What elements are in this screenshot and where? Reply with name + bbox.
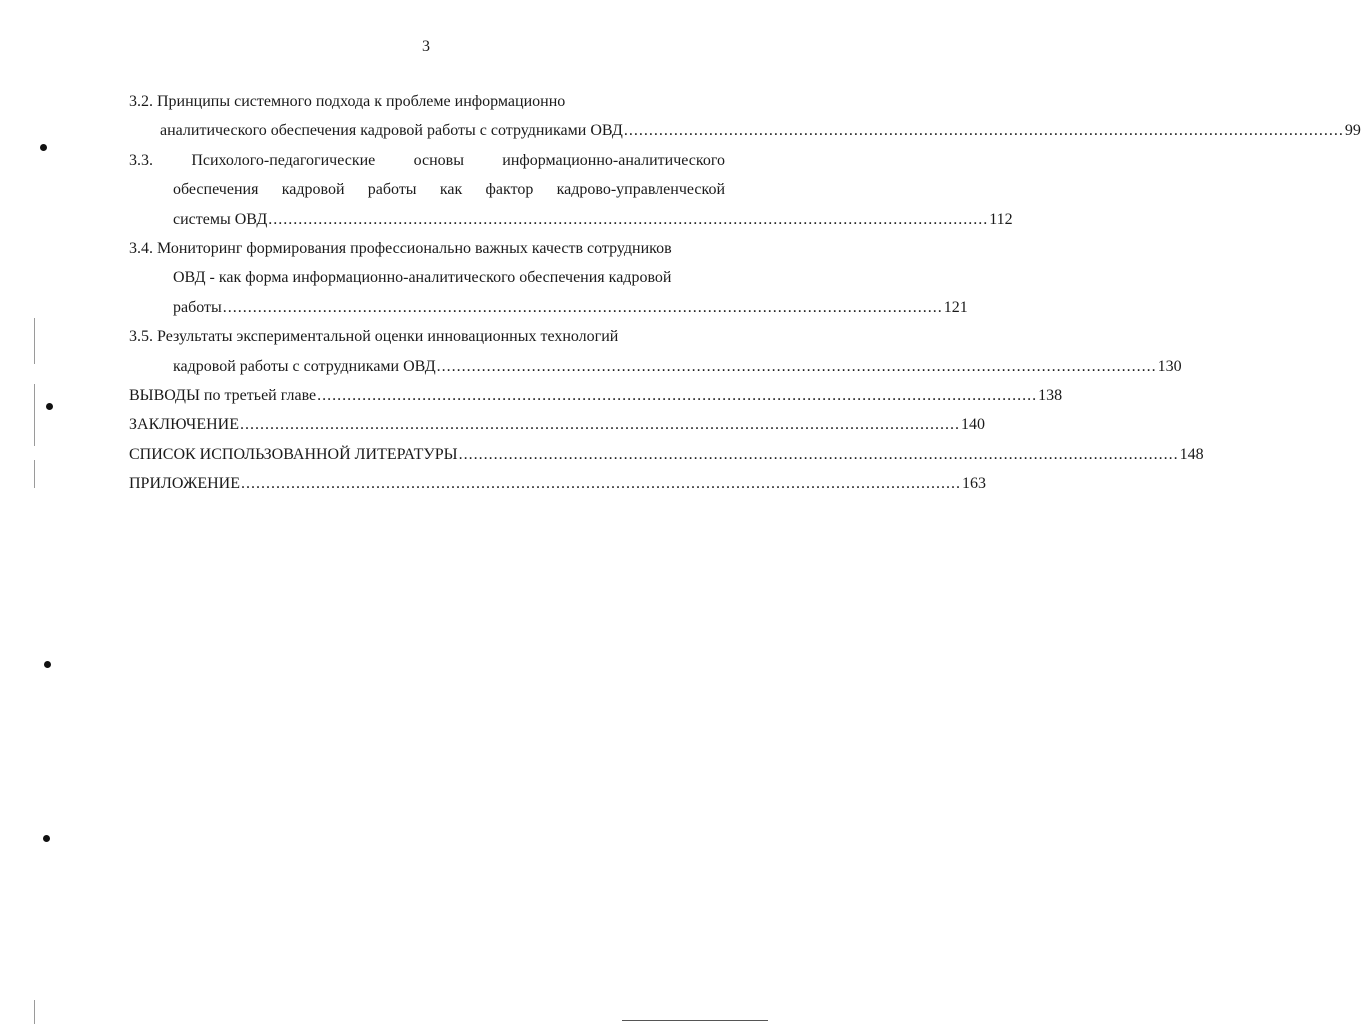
toc-entry-text: СПИСОК ИСПОЛЬЗОВАННОЙ ЛИТЕРАТУРЫ — [129, 445, 458, 463]
toc-entry-text: ЗАКЛЮЧЕНИЕ — [129, 416, 239, 434]
toc-entry-word: кадровой — [281, 181, 345, 199]
toc-entry-3-3-line-1 — [129, 146, 725, 175]
toc-entry-text: ВЫВОДЫ по третьей главе — [129, 387, 317, 405]
toc-page-number: 163 — [962, 475, 987, 493]
toc-entry-3-5-line-1 — [129, 322, 725, 351]
scan-margin-line — [34, 1000, 35, 1024]
toc-entry-text: 3.2. Принципы системного подхода к проблеме информационно — [129, 93, 566, 110]
binder-hole-mark — [40, 144, 47, 151]
toc-entry-text: работы — [173, 298, 222, 316]
dot-leader: ................................................................................................................................................ — [241, 475, 962, 493]
dot-leader: ................................................................................................................................................ — [458, 445, 1179, 463]
toc-page-number: 148 — [1179, 445, 1204, 463]
toc-entry-3-4-line-2 — [129, 263, 725, 292]
binder-hole-mark — [43, 835, 50, 842]
toc-entry-word: фактор — [485, 181, 534, 199]
toc-entry-text: аналитического обеспечения кадровой работы с сотрудниками ОВД — [160, 122, 623, 140]
scan-margin-line — [34, 384, 35, 446]
dot-leader: ................................................................................................................................................ — [239, 416, 960, 434]
toc-entry-text: кадровой работы с сотрудниками ОВД — [173, 357, 436, 375]
toc-entry-appendix — [129, 469, 987, 498]
toc-entry-3-4-line-3 — [129, 293, 968, 322]
dot-leader: ................................................................................................................................................ — [436, 357, 1157, 375]
dot-leader: ................................................................................................................................................ — [222, 298, 943, 316]
toc-entry-conclusion — [129, 410, 985, 439]
dot-leader: ................................................................................................................................................ — [317, 387, 1038, 405]
toc-entry-number: 3.3. — [129, 151, 153, 169]
table-of-contents — [129, 87, 1361, 499]
dot-leader: ................................................................................................................................................ — [623, 122, 1344, 140]
toc-entry-word: основы — [413, 151, 464, 169]
toc-entry-conclusions — [129, 381, 1063, 410]
dot-leader: ................................................................................................................................................ — [268, 210, 989, 228]
toc-entry-text: 3.5. Результаты экспериментальной оценки инновационных технологий — [129, 328, 619, 346]
toc-entry-text: системы ОВД — [173, 210, 268, 228]
page-number: 3 — [422, 38, 430, 55]
scan-edge-line — [622, 1020, 768, 1021]
toc-entry-3-2-line-2 — [129, 116, 1361, 145]
toc-page-number: 99 — [1344, 122, 1361, 140]
scan-margin-line — [34, 318, 35, 364]
toc-entry-word: информационно-аналитического — [502, 151, 725, 169]
toc-entry-3-4-line-1 — [129, 234, 725, 263]
toc-entry-3-2-line-1 — [129, 87, 725, 116]
binder-hole-mark — [44, 661, 51, 668]
toc-entry-word: Психолого-педагогические — [191, 151, 376, 169]
toc-entry-word: как — [439, 181, 463, 199]
toc-entry-3-3-line-3 — [129, 205, 1013, 234]
toc-entry-references — [129, 440, 1204, 469]
toc-page-number: 121 — [943, 298, 968, 316]
toc-page-number: 138 — [1038, 387, 1063, 405]
toc-entry-word: кадрово-управленческой — [556, 181, 725, 199]
scan-margin-line — [34, 460, 35, 488]
toc-entry-text: ОВД - как форма информационно-аналитического обеспечения кадровой — [173, 269, 672, 287]
toc-page-number: 130 — [1157, 357, 1182, 375]
toc-page-number: 140 — [960, 416, 985, 434]
toc-entry-3-5-line-2 — [129, 352, 1182, 381]
toc-entry-word: обеспечения — [173, 181, 259, 199]
binder-hole-mark — [46, 403, 53, 410]
toc-page-number: 112 — [989, 210, 1013, 228]
toc-entry-text: ПРИЛОЖЕНИЕ — [129, 475, 241, 493]
toc-entry-3-3-line-2 — [129, 175, 725, 204]
toc-entry-word: работы — [367, 181, 417, 199]
toc-entry-text: 3.4. Мониторинг формирования профессионально важных качеств сотрудников — [129, 240, 672, 258]
